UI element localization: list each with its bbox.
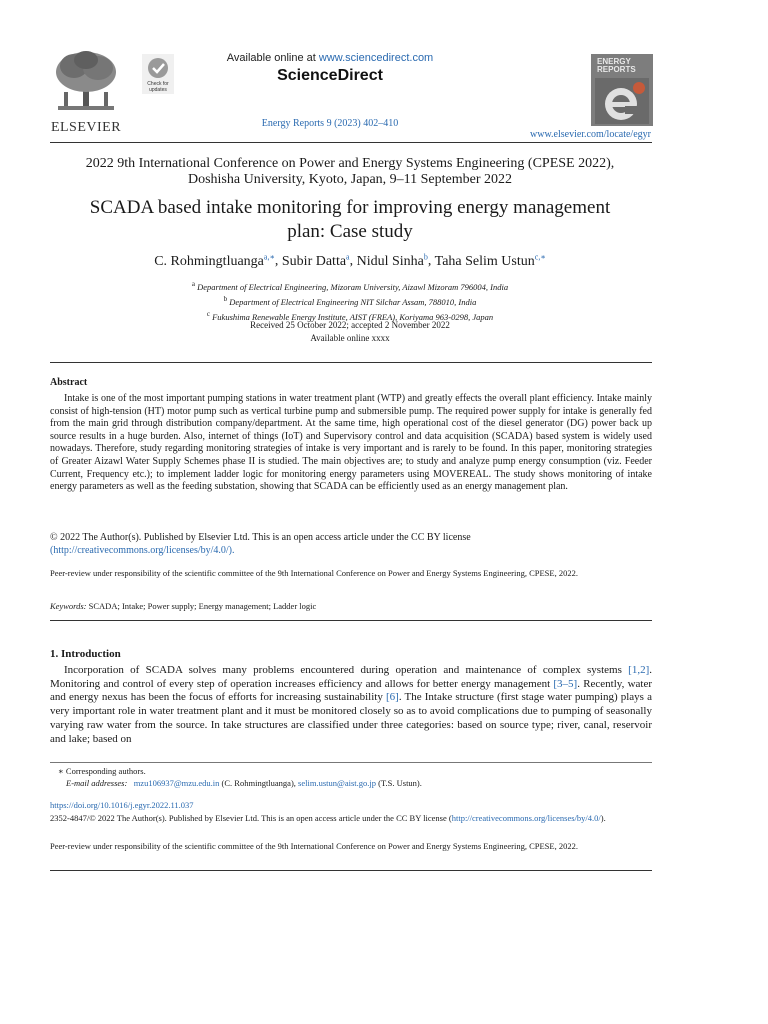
license-link[interactable]: (http://creativecommons.org/licenses/by/4.0/). — [50, 545, 235, 556]
doi-link[interactable]: https://doi.org/10.1016/j.egyr.2022.11.037 — [50, 800, 194, 810]
introduction-paragraph: Incorporation of SCADA solves many problems encountered during operation and maintenance of complex systems [1,2]. Monitoring and control of every step of operation increases efficiency and allows for better energy management [3–5]. Recently, water and energy nexus has been the focus of efforts for increasing sustainability [6]. The Intake structure (first stage water pumping) plays a very important role in water treatment plant and it must be monitored closely so as to avoid complications due to pumping of seasonally varying raw water from the source. In take structures are classified under three categories: based on source type; river, canal, reservoir and lake; based on — [50, 664, 652, 745]
keywords-list: SCADA; Intake; Power supply; Energy management; Ladder logic — [88, 601, 317, 611]
header-rule — [50, 142, 652, 143]
author[interactable]: C. Rohmingtluanga$^{a,∗}$ — [154, 252, 275, 269]
affiliation: $^a$ Department of Electrical Engineering, Mizoram University, Aizawl Mizoram 796004, India — [191, 280, 509, 292]
article-dates: Received 25 October 2022; accepted 2 November 2022 Available online xxxx — [250, 320, 450, 343]
keywords-label: Keywords: — [50, 601, 87, 611]
cover-title: ENERGY REPORTS — [597, 57, 636, 74]
email-link[interactable]: mzu106937@mzu.edu.in — [133, 778, 220, 788]
abstract-body: Intake is one of the most important pumping stations in water treatment plant (WTP) and greatly effects the overall plant efficiency. Intake mainly consist of high-tension (HT) motor pump such as vertical turbine pump and submersible pump. The required power supply for intake is generally fed from the main grid through distribution company/department. At the same time, high operational cost of the diesel generator (DG) power back up source results in a huge burden. Also, internet of things (IoT) and Supervisory control and data acquisition (SCADA) based system is widely used nowadays. Therefore, study regarding monitoring strategies of intake is very important and is rarely to be found. In this paper, monitoring strategies of Greater Aizawl Water Supply Schemes phase II is studied. The main objectives are; to study and analyze pump energy consumption (viz. Feeder Current, Frequency etc.); to implement ladder logic for monitoring energy parameters using MOVEREAL. The study shows monitoring of intake energy parameters as well as the feeding substation, showing that SCADA can be efficiently used as an energy management plan. — [50, 393, 652, 493]
affiliations — [0, 278, 700, 322]
license-footnote: 2352-4847/© 2022 The Author(s). Published by Elsevier Ltd. This is an open access article under the CC BY license (http://creativecommons.org/licenses/by/4.0/). — [50, 813, 606, 823]
footer-bottom-rule — [50, 870, 652, 871]
svg-text:updates: updates — [149, 87, 167, 93]
author[interactable]: Taha Selim Ustun$^{c,∗}$ — [434, 252, 546, 269]
license-footnote-link[interactable]: http://creativecommons.org/licenses/by/4.0/ — [451, 813, 601, 823]
affiliation: $^c$ Fukushima Renewable Energy Institute, AIST (FREA), Koriyama 963-0298, Japan — [206, 309, 494, 322]
available-online-line — [0, 52, 660, 64]
abstract-bottom-rule — [50, 620, 652, 621]
affiliation: $^b$ Department of Electrical Engineering NIT Silchar Assam, 788010, India — [223, 294, 477, 307]
author[interactable]: Subir Datta$^a$ — [281, 252, 350, 269]
citation-link[interactable]: [3–5] — [553, 677, 578, 690]
journal-homepage-link[interactable]: www.elsevier.com/locate/egyr — [530, 129, 651, 140]
article-title: SCADA based intake monitoring for improving energy management plan: Case study — [89, 197, 611, 242]
author-list: C. Rohmingtluanga$^{a,∗}$, Subir Datta$^a$, Nidul Sinha$^b$, Taha Selim Ustun$^{c,∗}$ — [154, 252, 546, 269]
sciencedirect-link[interactable]: www.sciencedirect.com — [318, 52, 434, 64]
available-prefix: Available online at — [226, 52, 319, 64]
footnote-rule — [50, 762, 652, 763]
abstract-heading: Abstract — [50, 377, 88, 388]
abstract-copyright: © 2022 The Author(s). Published by Elsevier Ltd. This is an open access article under the CC BY license (http://creativecommons.org/licenses/by/4.0/). — [50, 531, 652, 557]
svg-text:Check for: Check for — [147, 81, 169, 87]
author[interactable]: Nidul Sinha$^b$ — [356, 252, 428, 269]
cover-e-logo-icon — [595, 78, 649, 124]
publisher-name: ELSEVIER — [50, 120, 122, 135]
abstract-peer-review: Peer-review under responsibility of the scientific committee of the 9th International Conference on Power and Energy Systems Engineering, CPESE, 2022. — [50, 568, 578, 578]
keywords — [50, 601, 652, 611]
platform-name: ScienceDirect — [277, 67, 383, 84]
abstract-top-rule — [50, 362, 652, 363]
email-addresses: E-mail addresses: mzu106937@mzu.edu.in (C. Rohmingtluanga), selim.ustun@aist.go.jp (T.S. Ustun). — [66, 778, 422, 788]
footer-peer-review: Peer-review under responsibility of the scientific committee of the 9th International Conference on Power and Energy Systems Engineering, CPESE, 2022. — [50, 841, 578, 851]
citation-link[interactable]: [1,2] — [628, 664, 650, 676]
conference-info: 2022 9th International Conference on Power and Energy Systems Engineering (CPESE 2022), Doshisha University, Kyoto, Japan, 9–11 September 2022 — [85, 156, 615, 187]
journal-cover-image[interactable] — [591, 54, 653, 126]
section-heading-introduction: 1. Introduction — [50, 648, 121, 660]
citation-link[interactable]: [6] — [386, 691, 399, 704]
corresponding-authors-note: ∗ Corresponding authors. — [58, 766, 146, 776]
email-link[interactable]: selim.ustun@aist.go.jp — [298, 778, 376, 788]
journal-reference[interactable]: Energy Reports 9 (2023) 402–410 — [261, 118, 399, 129]
